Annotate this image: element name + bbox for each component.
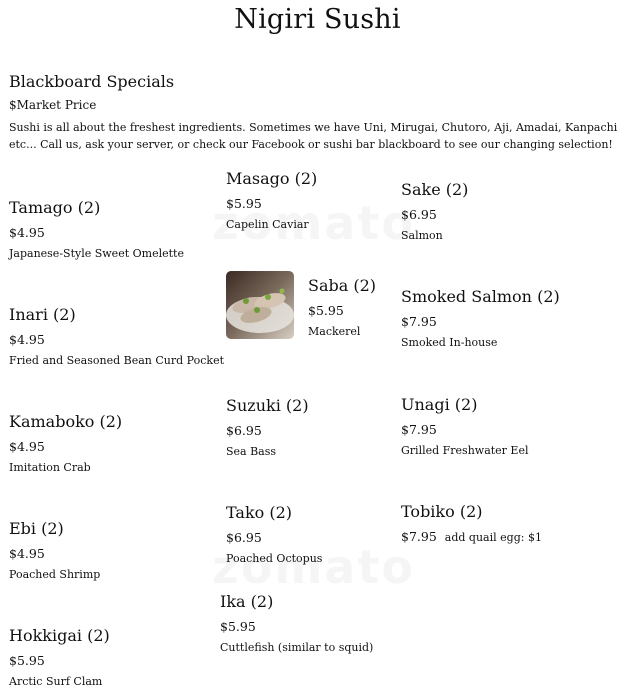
specials-price: $Market Price [9,98,97,112]
item-price: $7.95 [401,529,437,544]
item-name: Masago (2) [226,169,318,188]
item-desc: Cuttlefish (similar to squid) [220,641,374,654]
item-name: Sake (2) [401,180,469,199]
item-name: Suzuki (2) [226,396,309,415]
item-price: $4.95 [9,546,45,561]
menu-item-tamago[interactable] [9,198,209,260]
item-desc: Mackerel [308,325,361,338]
menu-item-hokkigai[interactable] [9,626,209,688]
item-price: $5.95 [220,619,256,634]
item-name: Smoked Salmon (2) [401,287,560,306]
item-price: $7.95 [401,422,437,437]
item-name: Ika (2) [220,592,274,611]
item-desc: Fried and Seasoned Bean Curd Pocket [9,354,225,367]
item-desc: Arctic Surf Clam [9,675,103,688]
menu-item-tobiko[interactable] [401,502,601,544]
menu-item-suzuki[interactable] [226,396,426,458]
item-desc: Smoked In-house [401,336,498,349]
item-name: Hokkigai (2) [9,626,110,645]
item-name: Saba (2) [308,276,377,295]
item-extra-option: add quail egg: $1 [444,531,542,544]
item-price: $4.95 [9,225,45,240]
item-name: Inari (2) [9,305,76,324]
menu-item-kamaboko[interactable] [9,412,209,474]
item-desc: Poached Shrimp [9,568,101,581]
item-price: $4.95 [9,332,45,347]
item-desc: Sea Bass [226,445,277,458]
item-price-row [401,529,601,544]
item-price: $6.95 [401,207,437,222]
specials-section [9,72,629,153]
item-name: Ebi (2) [9,519,64,538]
item-desc: Imitation Crab [9,461,91,474]
item-desc: Salmon [401,229,443,242]
item-price: $6.95 [226,423,262,438]
item-name: Tamago (2) [9,198,101,217]
item-desc: Japanese-Style Sweet Omelette [9,247,184,260]
menu-item-unagi[interactable] [401,395,601,457]
menu-item-masago[interactable] [226,169,426,231]
item-name: Unagi (2) [401,395,478,414]
menu-item-ebi[interactable] [9,519,209,581]
item-name: Tako (2) [226,503,293,522]
item-price: $5.95 [9,653,45,668]
menu-item-smoked-salmon[interactable] [401,287,601,349]
menu-item-ika[interactable] [220,592,420,654]
item-price: $4.95 [9,439,45,454]
item-name: Kamaboko (2) [9,412,123,431]
item-desc: Capelin Caviar [226,218,309,231]
item-price: $5.95 [308,303,344,318]
item-desc: Grilled Freshwater Eel [401,444,529,457]
item-desc: Poached Octopus [226,552,323,565]
menu-item-tako[interactable] [226,503,426,565]
menu-item-inari[interactable] [9,305,225,367]
item-name: Tobiko (2) [401,502,483,521]
menu-item-sake[interactable] [401,180,601,242]
specials-name: Blackboard Specials [9,72,175,91]
sushi-photo-image [226,271,294,339]
item-price: $6.95 [226,530,262,545]
saba-photo[interactable] [226,271,294,339]
specials-description: Sushi is all about the freshest ingredients. Sometimes we have Uni, Mirugai, Chutoro, Aji, Amadai, Kanpachi etc... Call us, ask your server, or check our Facebook or sushi bar blackboard to see our changing selection! [9,121,618,151]
item-price: $5.95 [226,196,262,211]
page-title: Nigiri Sushi [234,4,401,35]
item-price: $7.95 [401,314,437,329]
